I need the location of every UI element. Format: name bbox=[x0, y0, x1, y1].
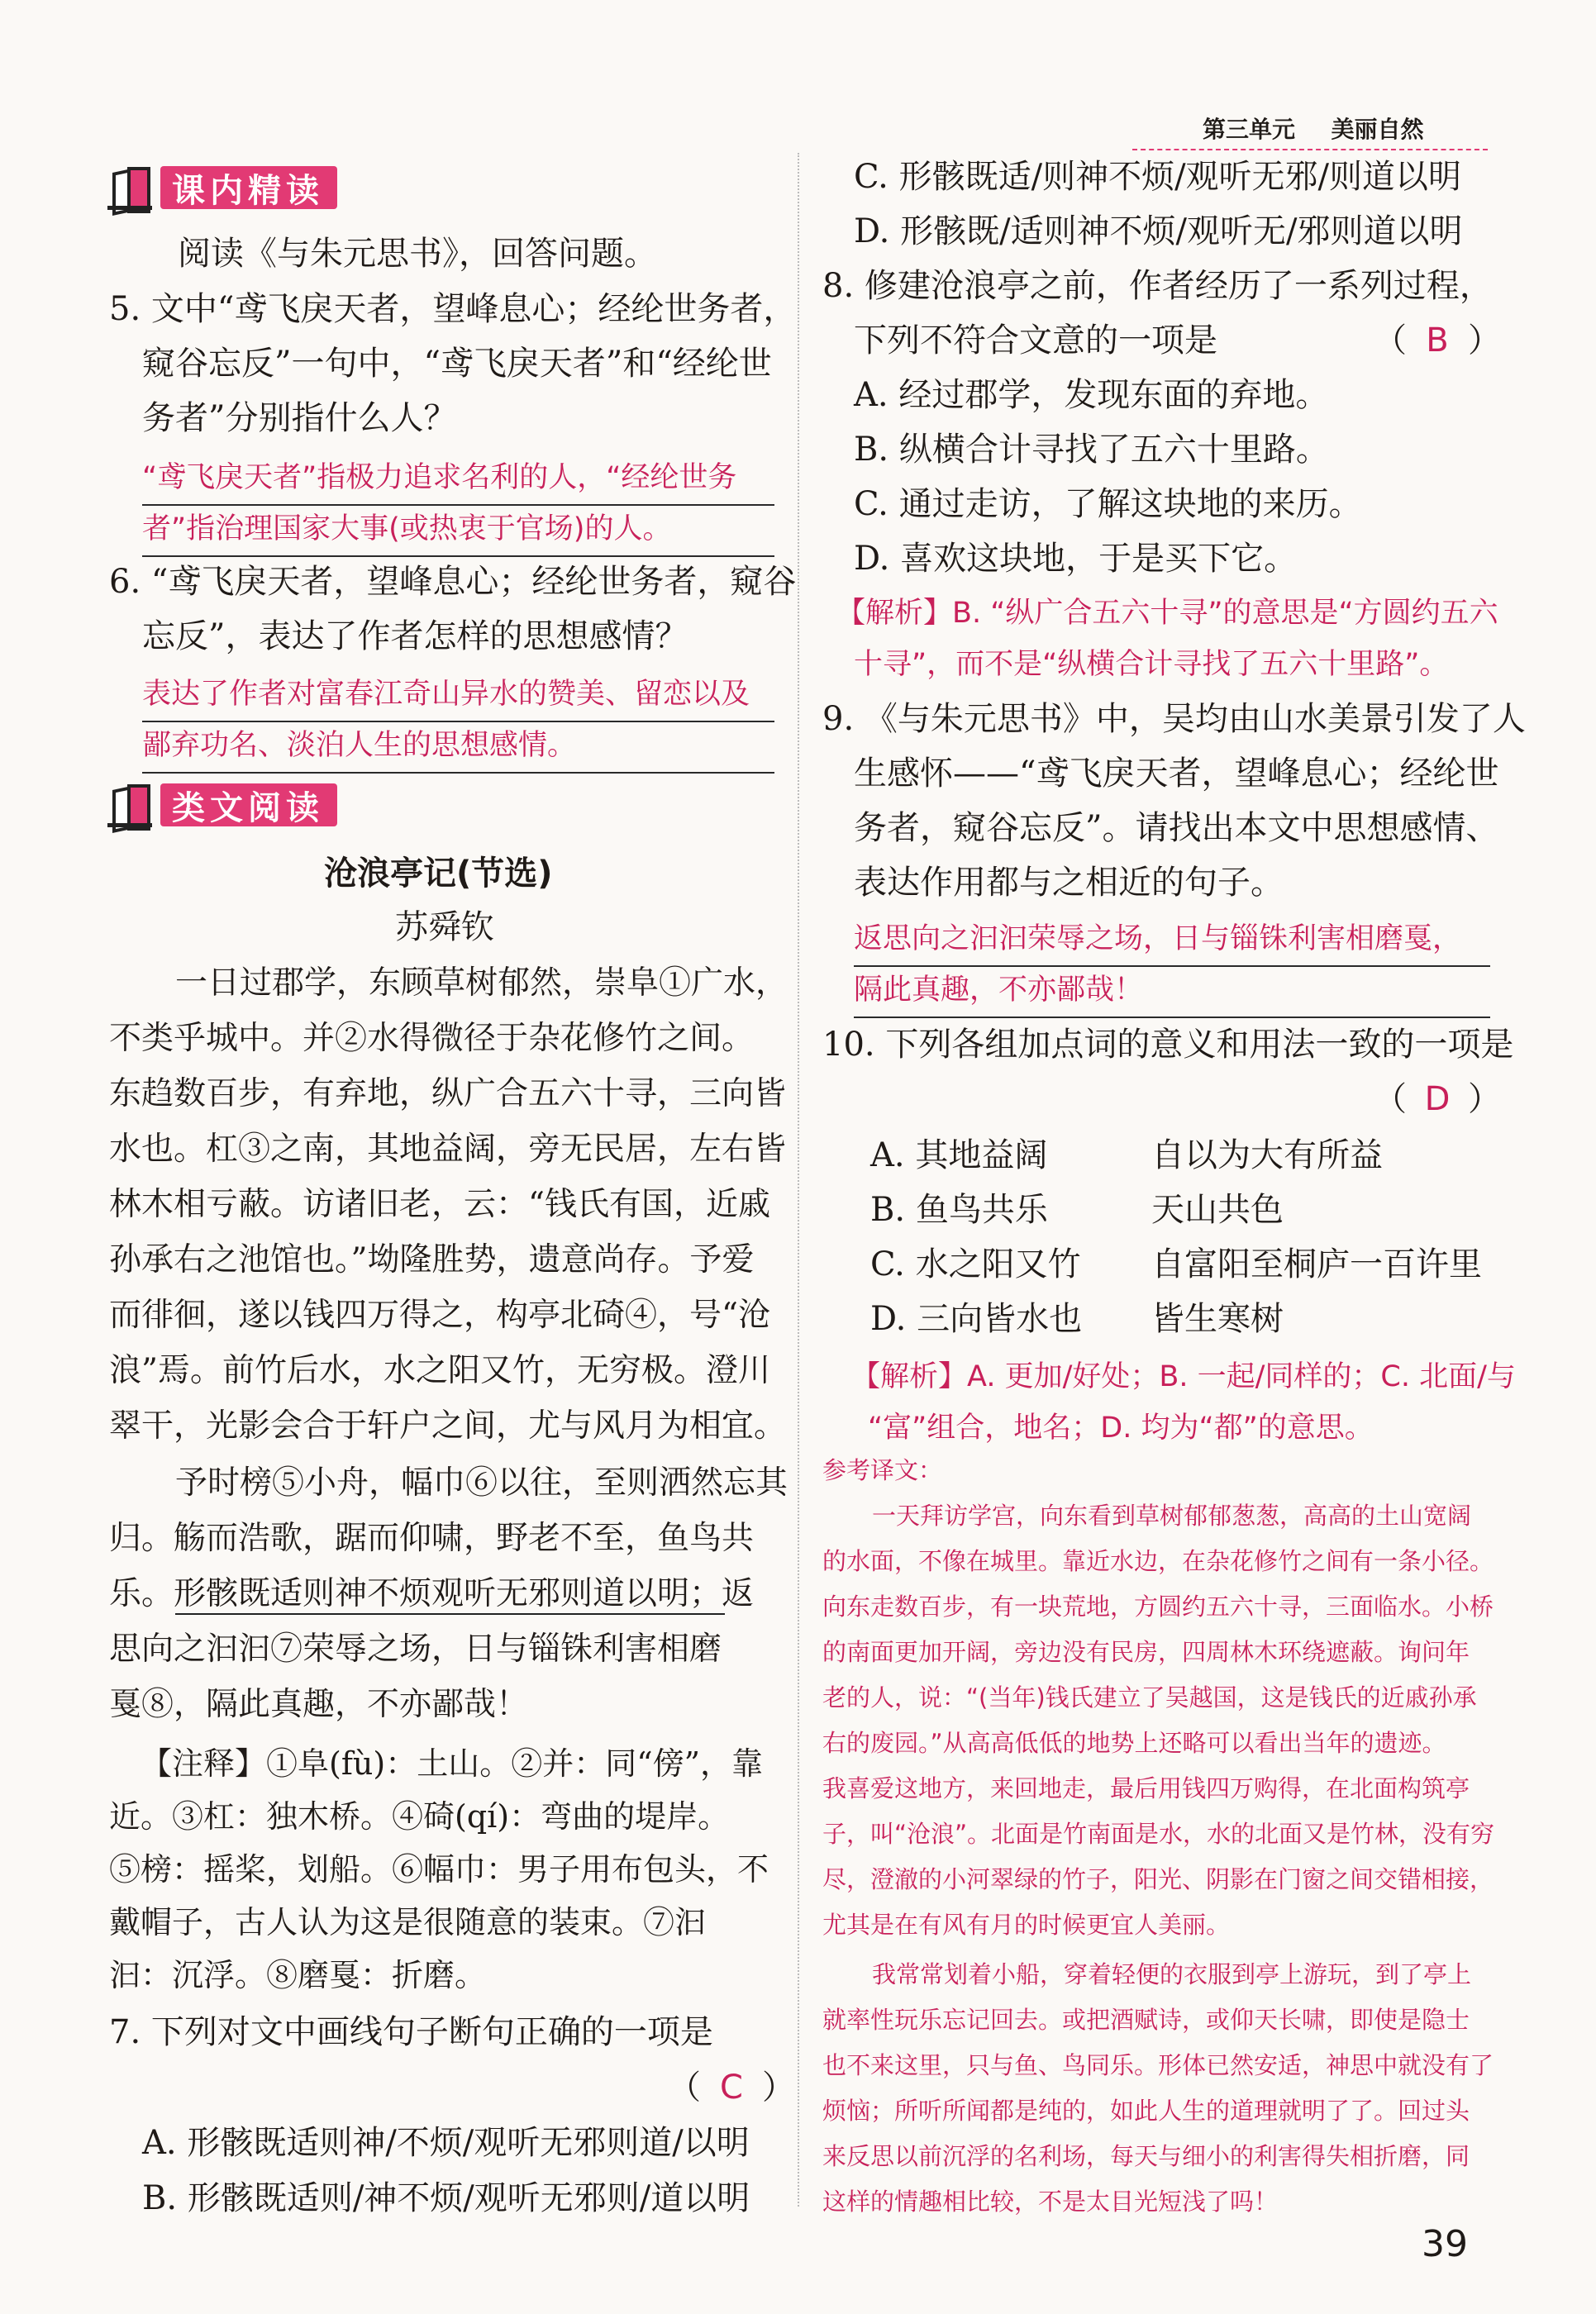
page-number: 39 bbox=[1422, 2223, 1468, 2265]
section-title: 课内精读 bbox=[160, 166, 337, 209]
translation-line: 右的废园。”从高高低低的地势上还略可以看出当年的遗迹。 bbox=[822, 1729, 1446, 1757]
note-line: 近。③杠：独木桥。④碕(qí)：弯曲的堤岸。 bbox=[109, 1798, 730, 1835]
article-line: 不类乎城中。并②水得微径于杂花修竹之间。 bbox=[109, 1020, 755, 1057]
q5-answer: 者”指治理国家大事(或热衷于官场)的人。 bbox=[142, 502, 774, 557]
article-line-underlined: 乐。形骸既适则神不烦观听无邪则道以明；返 bbox=[109, 1575, 755, 1612]
article-line: 予时榜⑤小舟，幅巾⑥以往，至则洒然忘其 bbox=[175, 1464, 788, 1502]
translation-line: 烦恼；所听所闻都是纯的，如此人生的道理就明了了。回过头 bbox=[822, 2097, 1470, 2125]
article-line: 思向之汩汩⑦荣辱之场，日与锱铢利害相磨 bbox=[109, 1631, 722, 1668]
section-banner-kenei bbox=[107, 161, 337, 214]
q6-answer: 表达了作者对富春江奇山异水的赞美、留恋以及 bbox=[142, 668, 774, 722]
translation-line: 这样的情趣相比较，不是太目光短浅了吗！ bbox=[822, 2188, 1279, 2216]
q5-line: 窥谷忘反”一句中，“鸢飞戾天者”和“经纶世 bbox=[142, 345, 772, 383]
translation-line: 子，叫“沧浪”。北面是竹南面是水，水的北面又是竹林，没有穷 bbox=[822, 1820, 1495, 1848]
q10-option-left: B. 鱼鸟共乐 bbox=[870, 1191, 1048, 1229]
translation-line: 向东走数百步，有一块荒地，方圆约五六十寻，三面临水。小桥 bbox=[822, 1593, 1494, 1621]
q10-option-left: A. 其地益阔 bbox=[870, 1136, 1048, 1174]
q8-line: 8. 修建沧浪亭之前，作者经历了一系列过程， bbox=[822, 267, 1493, 305]
q10-option-right: 自以为大有所益 bbox=[1151, 1136, 1383, 1174]
translation-line: 也不来这里，只与鱼、鸟同乐。形体已然安适，神思中就没有了 bbox=[822, 2051, 1494, 2079]
q9-line: 9. 《与朱元思书》中，吴均由山水美景引发了人 bbox=[822, 700, 1526, 738]
q8-line: 下列不符合文意的一项是 bbox=[854, 321, 1217, 359]
translation-line: 来反思以前沉浮的名利场，每天与细小的利害得失相折磨，同 bbox=[822, 2142, 1470, 2170]
q7-option: C. 形骸既适/则神不烦/观听无邪/则道以明 bbox=[854, 158, 1462, 196]
note-line: 戴帽子，古人认为这是很随意的装束。⑦汩 bbox=[109, 1904, 707, 1940]
q6-line: 忘反”，表达了作者怎样的思想感情？ bbox=[142, 617, 688, 655]
article-title: 沧浪亭记(节选) bbox=[324, 855, 553, 893]
q10-analysis: 【解析】A. 更加/好处；B. 一起/同样的；C. 北面/与 bbox=[851, 1360, 1516, 1393]
q6-line: 6. “鸢飞戾天者，望峰息心；经纶世务者，窥谷 bbox=[109, 563, 797, 601]
translation-line: 老的人，说：“(当年)钱氏建立了吴越国，这是钱氏的近戚孙承 bbox=[822, 1683, 1477, 1712]
translation-line: 就率性玩乐忘记回去。或把酒赋诗，或仰天长啸，即使是隐士 bbox=[822, 2006, 1470, 2034]
q7-answer-bracket: （ C ） bbox=[668, 2061, 795, 2114]
q8-answer: B bbox=[1426, 321, 1449, 359]
page-header bbox=[1203, 112, 1500, 148]
q7-option: B. 形骸既适则/神不烦/观听无邪则/道以明 bbox=[142, 2179, 750, 2217]
q10-option-left: C. 水之阳又竹 bbox=[870, 1245, 1081, 1283]
q5-answer: “鸢飞戾天者”指极力追求名利的人，“经纶世务 bbox=[142, 451, 774, 506]
q8-option: C. 通过走访，了解这块地的来历。 bbox=[854, 485, 1362, 523]
unit-theme: 美丽自然 bbox=[1331, 116, 1424, 143]
article-line: 水也。杠③之南，其地益阔，旁无民居，左右皆 bbox=[109, 1131, 787, 1168]
q9-answer: 返思向之汩汩荣辱之场，日与锱铢利害相磨戛， bbox=[854, 912, 1490, 967]
q8-analysis: 【解析】B. “纵广合五六十寻”的意思是“方圆约五六 bbox=[836, 597, 1498, 630]
translation-line: 我喜爱这地方，来回地走，最后用钱四万购得，在北面构筑亭 bbox=[822, 1774, 1470, 1802]
article-line: 归。觞而浩歌，踞而仰啸，野老不至，鱼鸟共 bbox=[109, 1520, 755, 1557]
books-icon bbox=[107, 781, 154, 829]
q9-line: 务者，窥谷忘反”。请找出本文中思想感情、 bbox=[854, 809, 1499, 847]
q8-analysis: 十寻”，而不是“纵横合计寻找了五六十里路”。 bbox=[854, 648, 1449, 681]
article-line: 浪”焉。前竹后水，水之阳又竹，无穷极。澄川 bbox=[109, 1352, 770, 1389]
q10-option-right: 天山共色 bbox=[1151, 1191, 1284, 1229]
translation-line: 的水面，不像在城里。靠近水边，在杂花修竹之间有一条小径。 bbox=[822, 1547, 1494, 1575]
q8-option: D. 喜欢这块地，于是买下它。 bbox=[854, 540, 1298, 578]
column-divider bbox=[798, 153, 799, 2207]
article-line: 东趋数百步，有弃地，纵广合五六十寻，三向皆 bbox=[109, 1075, 787, 1112]
article-line: 翠干，光影会合于轩户之间，尤与风月为相宜。 bbox=[109, 1407, 787, 1445]
q8-option: B. 纵横合计寻找了五六十里路。 bbox=[854, 431, 1329, 469]
article-line: 一日过郡学，东顾草树郁然，崇阜①广水， bbox=[175, 964, 788, 1002]
books-icon bbox=[107, 164, 154, 212]
article-author: 苏舜钦 bbox=[395, 908, 494, 946]
q7-stem: 7. 下列对文中画线句子断句正确的一项是 bbox=[109, 2013, 713, 2051]
section-title: 类文阅读 bbox=[160, 783, 337, 826]
article-line: 林木相亏蔽。访诸旧老，云：“钱氏有国，近戚 bbox=[109, 1186, 770, 1223]
q10-option-right: 皆生寒树 bbox=[1151, 1300, 1284, 1338]
q7-option: D. 形骸既/适则神不烦/观听无/邪则道以明 bbox=[854, 212, 1463, 250]
reading-intro: 阅读《与朱元思书》，回答问题。 bbox=[178, 235, 657, 273]
q10-option-left: D. 三向皆水也 bbox=[870, 1300, 1083, 1338]
translation-line: 尽，澄澈的小河翠绿的竹子，阳光、阴影在门窗之间交错相接， bbox=[822, 1865, 1494, 1893]
underline-mark bbox=[175, 1613, 725, 1615]
translation-line: 我常常划着小船，穿着轻便的衣服到亭上游玩，到了亭上 bbox=[872, 1960, 1472, 1988]
article-line: 而徘徊，遂以钱四万得之，构亭北碕④，号“沧 bbox=[109, 1297, 770, 1334]
translation-line: 一天拜访学宫，向东看到草树郁郁葱葱，高高的土山宽阔 bbox=[872, 1502, 1472, 1530]
translation-line: 尤其是在有风有月的时候更宜人美丽。 bbox=[822, 1911, 1231, 1939]
translation-label: 参考译文： bbox=[822, 1456, 943, 1484]
translation-line: 的南面更加开阔，旁边没有民房，四周林木环绕遮蔽。询问年 bbox=[822, 1638, 1470, 1666]
q9-line: 生感怀——“鸢飞戾天者，望峰息心；经纶世 bbox=[854, 755, 1499, 793]
note-line: 汩：沉浮。⑧磨戛：折磨。 bbox=[109, 1957, 487, 1993]
q9-answer: 隔此真趣，不亦鄙哉！ bbox=[854, 964, 1490, 1018]
q5-line: 务者”分别指什么人？ bbox=[142, 399, 457, 437]
q10-answer: D bbox=[1424, 1080, 1451, 1118]
note-line: ⑤榜：摇桨，划船。⑥幅巾：男子用布包头，不 bbox=[109, 1851, 769, 1888]
note-line: 【注释】①阜(fù)：土山。②并：同“傍”，靠 bbox=[141, 1745, 764, 1782]
q7-answer: C bbox=[720, 2069, 743, 2107]
article-line: 孙承右之池馆也。”坳隆胜势，遗意尚存。予爱 bbox=[109, 1241, 755, 1278]
q10-option-right: 自富阳至桐庐一百许里 bbox=[1151, 1245, 1482, 1283]
q10-stem: 10. 下列各组加点词的意义和用法一致的一项是 bbox=[822, 1026, 1514, 1064]
q5-line: 5. 文中“鸢飞戾天者，望峰息心；经纶世务者， bbox=[109, 290, 797, 328]
q10-answer-bracket: （ D ） bbox=[1374, 1073, 1501, 1126]
q8-option: A. 经过郡学，发现东面的弃地。 bbox=[854, 376, 1329, 414]
q10-analysis: “富”组合，地名；D. 均为“都”的意思。 bbox=[868, 1412, 1374, 1445]
unit-label: 第三单元 bbox=[1203, 116, 1296, 143]
q7-option: A. 形骸既适则神/不烦/观听无邪则道/以明 bbox=[142, 2124, 750, 2162]
q6-answer: 鄙弃功名、淡泊人生的思想感情。 bbox=[142, 719, 774, 774]
q9-line: 表达作用都与之相近的句子。 bbox=[854, 864, 1284, 902]
article-line: 戛⑧，隔此真趣，不亦鄙哉！ bbox=[109, 1686, 529, 1723]
section-banner-leiwen bbox=[107, 778, 337, 831]
q8-answer-bracket: （ B ） bbox=[1374, 314, 1501, 367]
